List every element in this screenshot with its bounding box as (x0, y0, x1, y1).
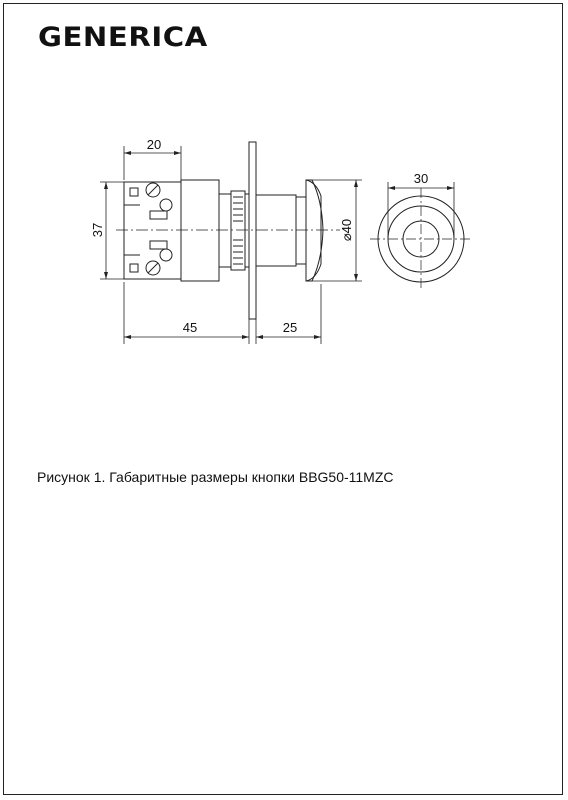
dimension-45: 45 (182, 320, 198, 335)
brand-logo: GENERICA (38, 22, 208, 53)
dimension-37: 37 (90, 222, 105, 238)
dimension-lines (100, 146, 454, 344)
mushroom-head (256, 180, 323, 281)
figure-caption: Рисунок 1. Габаритные размеры кнопки BBG50-11MZC (37, 469, 394, 485)
dimension-25: 25 (282, 320, 298, 335)
dimension-40: ⌀40 (339, 218, 354, 242)
terminal-block (124, 180, 219, 281)
dimension-30: 30 (413, 171, 429, 186)
mounting-panel (249, 142, 256, 319)
front-view (370, 188, 472, 290)
dimension-20: 20 (146, 137, 162, 152)
threaded-collar (219, 191, 249, 270)
screw-icon (146, 183, 172, 275)
dimension-arrows (104, 151, 454, 339)
